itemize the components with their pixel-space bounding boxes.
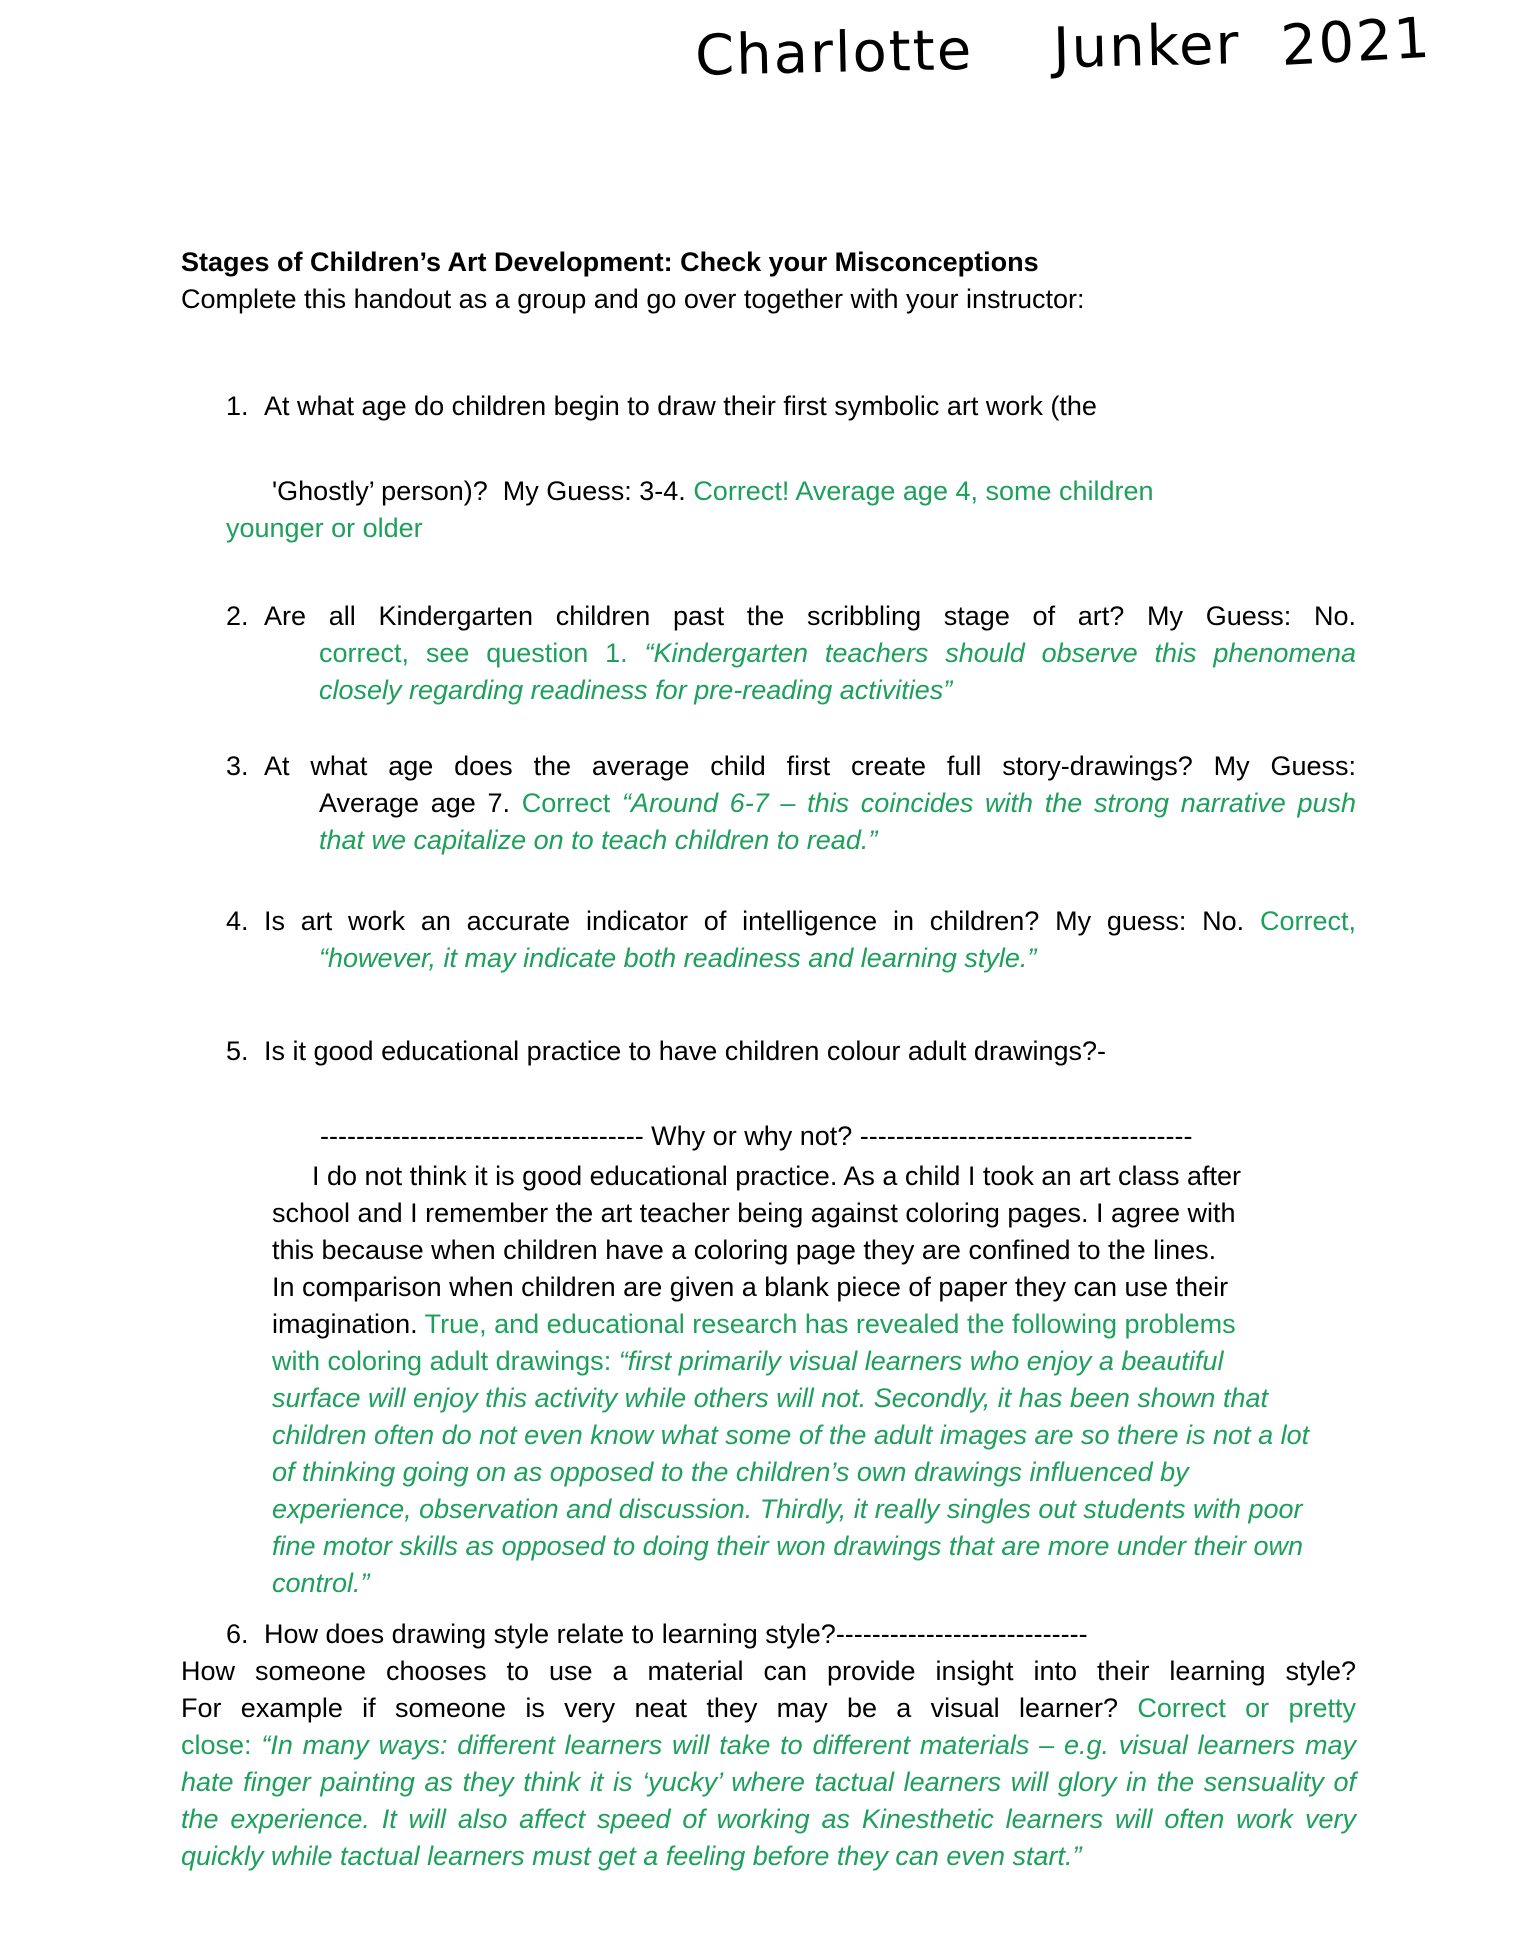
- question-1: [181, 388, 1356, 547]
- q5-answer-green: True, and educational research has revealed the following problems: [424, 1309, 1236, 1339]
- q5-number: 5.: [226, 1036, 249, 1066]
- q5-answer-green-plain: with coloring adult drawings: [272, 1346, 604, 1376]
- q1-question-line: [226, 388, 1356, 425]
- q6-answer-line-6: quickly while tactual learners must get a feeling before they can even start.”: [181, 1841, 1082, 1871]
- q3-question-line: [226, 748, 1356, 785]
- q6-answer-black: For example if someone is very neat they may be a visual learner?: [181, 1693, 1138, 1723]
- q5-answer-quote-start: “first primarily visual learners who enjoy a beautiful: [618, 1346, 1224, 1376]
- question-5: [181, 1033, 1356, 1602]
- q6-answer-line-5: the experience. It will also affect speed of working as Kinesthetic learners will often work very: [181, 1804, 1356, 1834]
- q5-answer-line-2: school and I remember the art teacher being against coloring pages. I agree with: [272, 1198, 1236, 1228]
- q6-correct-label: Correct or pretty: [1137, 1693, 1356, 1723]
- q1-answer-green: Correct! Average age 4, some children: [693, 476, 1154, 506]
- q5-answer-line-7: surface will enjoy this activity while others will not. Secondly, it has been shown that: [272, 1383, 1268, 1413]
- page-title: Stages of Children’s Art Development: Check your Misconceptions: [181, 247, 1039, 277]
- q5-question-line: [226, 1033, 1356, 1070]
- q2-answer-plain: correct, see question 1.: [319, 638, 645, 668]
- q2-question-text: Are all Kindergarten children past the scribbling stage of art? My Guess: No.: [264, 601, 1356, 631]
- q5-answer-line-9: of thinking going on as opposed to the children’s own drawings influenced by: [272, 1457, 1189, 1487]
- q6-question-text: [264, 1616, 1356, 1653]
- q1-answer-continuation: younger or older: [226, 513, 423, 543]
- q5-answer-line-1: I do not think it is good educational practice. As a child I took an art class after: [312, 1161, 1242, 1191]
- q1-number: 1.: [226, 391, 249, 421]
- handwritten-year: 2021: [1278, 5, 1433, 80]
- q6-answer-line-1: How someone chooses to use a material can provide insight into their learning style?: [181, 1656, 1356, 1686]
- q6-answer-quote-start: “In many ways: different learners will take to different materials – e.g. visual learners may: [261, 1730, 1356, 1760]
- q4-question-black: Is art work an accurate indicator of intelligence in children? My guess: No.: [264, 906, 1260, 936]
- q5-answer-line-11: fine motor skills as opposed to doing their won drawings that are more under their own: [272, 1531, 1304, 1561]
- q4-question-text: [264, 903, 1356, 940]
- question-2: [181, 598, 1356, 709]
- q4-answer-quote: “however, it may indicate both readiness and learning style.”: [319, 943, 1037, 973]
- q2-question-line: [226, 598, 1356, 635]
- q6-answer-line-2: [181, 1690, 1356, 1727]
- q1-question-text: At what age do children begin to draw their first symbolic art work (the: [264, 391, 1097, 421]
- q5-answer-line-10: experience, observation and discussion. Thirdly, it really singles out students with poor: [272, 1494, 1303, 1524]
- q3-answer-line-2: that we capitalize on to teach children to read.”: [319, 825, 878, 855]
- q5-answer-line-4: In comparison when children are given a blank piece of paper they can use their: [272, 1272, 1229, 1302]
- q6-answer-line-4: hate finger painting as they think it is ‘yucky’ where tactual learners will glory in the sensuality of: [181, 1767, 1356, 1797]
- page-intro: Complete this handout as a group and go over together with your instructor:: [181, 284, 1085, 314]
- q4-question-line: [226, 903, 1356, 940]
- q6-answer-paragraph: [181, 1653, 1356, 1875]
- q2-answer-line-1: [319, 635, 1356, 672]
- q3-number: 3.: [226, 751, 249, 781]
- handwritten-signature: [694, 6, 1431, 91]
- q5-answer-paragraph: [272, 1158, 1356, 1602]
- q2-answer-quote: “Kindergarten teachers should observe this phenomena: [644, 638, 1356, 668]
- q5-answer-separator: :: [603, 1346, 619, 1376]
- q3-guess-text: Average age 7.: [319, 788, 522, 818]
- q2-answer-line-2: closely regarding readiness for pre-reading activities”: [319, 675, 953, 705]
- q5-answer-line-5: [272, 1306, 1356, 1343]
- q5-answer-line-3: this because when children have a coloring page they are confined to the lines.: [272, 1235, 1217, 1265]
- q6-question-dashes: ----------------------------: [835, 1619, 1088, 1649]
- q5-why-divider: ------------------------------------ Why or why not? -------------------------------------: [320, 1121, 1193, 1151]
- handwritten-first-name: Charlotte: [694, 17, 974, 89]
- q4-number: 4.: [226, 906, 249, 936]
- q1-question-continuation: [272, 473, 1356, 510]
- question-4: [181, 903, 1356, 977]
- q5-answer-black: imagination.: [272, 1309, 425, 1339]
- q4-correct-label: Correct,: [1259, 906, 1356, 936]
- q1-guess-text: 'Ghostly’ person)? My Guess: 3-4.: [272, 476, 694, 506]
- q2-number: 2.: [226, 601, 249, 631]
- q6-answer-line-3: [181, 1727, 1356, 1764]
- q3-question-text: At what age does the average child first create full story-drawings? My Guess:: [264, 751, 1356, 781]
- q6-question-line: [226, 1616, 1356, 1653]
- q3-answer-quote: “Around 6-7 – this coincides with the strong narrative push: [621, 788, 1356, 818]
- q5-question-text: Is it good educational practice to have children colour adult drawings?-: [264, 1036, 1106, 1066]
- q6-question-label: How does drawing style relate to learning style?: [264, 1619, 836, 1649]
- q6-number: 6.: [226, 1619, 249, 1649]
- question-3: [181, 748, 1356, 859]
- q6-answer-green-plain: close:: [181, 1730, 262, 1760]
- q5-answer-line-12: control.”: [272, 1568, 370, 1598]
- q3-correct-label: Correct: [521, 788, 622, 818]
- question-6: [181, 1616, 1356, 1875]
- q5-answer-line-6: [272, 1343, 1356, 1380]
- q5-answer-line-8: children often do not even know what some of the adult images are so there is not a lot: [272, 1420, 1310, 1450]
- handwritten-last-name: Junker: [1052, 12, 1242, 82]
- q3-answer-line-1: [319, 785, 1356, 822]
